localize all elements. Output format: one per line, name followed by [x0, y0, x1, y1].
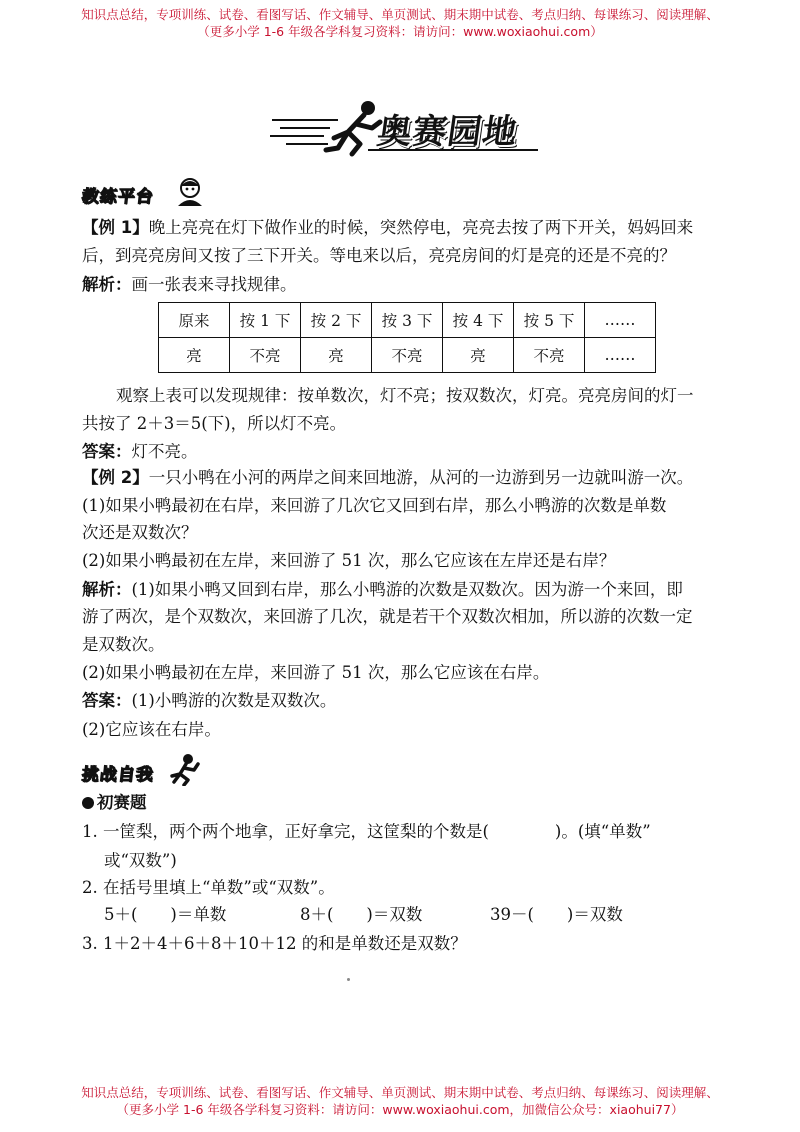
- mascot-icon: [172, 176, 206, 210]
- footer-line-1: 知识点总结，专项训练、试卷、看图写话、作文辅导、单页测试、期末期中试卷、考点归纳、每课练习、阅读理解、: [81, 1085, 719, 1100]
- footer-banner: [0, 1084, 800, 1118]
- analysis-label: 解析：: [82, 275, 132, 294]
- prelim-label: 初赛题: [97, 793, 147, 812]
- example-1-line-2: 后，到亮亮房间又按了三下开关。等电来以后，亮亮房间的灯是亮的还是不亮的？: [82, 246, 676, 265]
- example-2-analysis-1c: 是双数次。: [82, 635, 165, 654]
- header-line-1: 知识点总结，专项训练、试卷、看图写话、作文辅导、单页测试、期末期中试卷、考点归纳、每课练习、阅读理解、: [81, 7, 719, 22]
- example-2-question-2: (2)如果小鸭最初在左岸，来回游了 51 次，那么它应该在左岸还是右岸？: [82, 551, 616, 570]
- analysis-label: 解析：: [82, 580, 132, 599]
- example-1-observation-1: 观察上表可以发现规律：按单数次，灯不亮；按双数次，灯亮。亮亮房间的灯一: [116, 386, 694, 405]
- question-3: 3. 1＋2＋4＋6＋8＋10＋12 的和是单数还是双数？: [82, 934, 467, 953]
- table-row: [159, 338, 656, 373]
- page-title: 奥赛园地: [374, 112, 521, 152]
- question-1-line-1: 1. 一筐梨，两个两个地拿，正好拿完，这筐梨的个数是( )。(填“单数”: [82, 822, 651, 841]
- table-cell: 原来: [159, 303, 230, 338]
- question-2-blank-b: 8＋( )＝双数: [300, 905, 423, 924]
- table-cell: 按 4 下: [443, 303, 514, 338]
- example-1-text: 晚上亮亮在灯下做作业的时候，突然停电，亮亮去按了两下开关，妈妈回来: [148, 218, 694, 237]
- analysis-text: 画一张表来寻找规律。: [131, 275, 297, 294]
- coach-section-tag: [82, 176, 212, 210]
- example-1-analysis: [82, 273, 732, 297]
- answer-label: 答案：: [82, 442, 132, 461]
- running-kid-icon: [168, 752, 202, 786]
- question-1-line-2: 或“双数”): [104, 851, 177, 870]
- challenge-tag-label: 挑战自我: [80, 765, 155, 785]
- bullet-icon: [82, 797, 94, 809]
- example-1-answer: [82, 440, 732, 464]
- challenge-section-tag: [82, 754, 212, 788]
- answer-text: (1)小鸭游的次数是双数次。: [131, 691, 337, 710]
- example-1-line-1: [82, 216, 732, 240]
- header-banner: [0, 6, 800, 40]
- table-cell: 按 2 下: [301, 303, 372, 338]
- footer-line-2: （更多小学 1-6 年级各学科复习资料：请访问：www.woxiaohui.com，加微信公众号：xiaohui77）: [116, 1102, 684, 1117]
- example-1-observation-2: 共按了 2＋3＝5(下)，所以灯不亮。: [82, 414, 347, 433]
- header-line-2: （更多小学 1-6 年级各学科复习资料：请访问：www.woxiaohui.com）: [197, 24, 603, 39]
- example-2-label: 【例 2】: [82, 468, 149, 487]
- prelim-heading: [82, 791, 732, 815]
- switch-table: [158, 302, 656, 373]
- table-cell: 亮: [443, 338, 514, 373]
- table-row: [159, 303, 656, 338]
- table-cell: 亮: [159, 338, 230, 373]
- example-2-answer-2: (2)它应该在右岸。: [82, 720, 221, 739]
- scan-dot: [347, 978, 350, 981]
- table-cell: 不亮: [230, 338, 301, 373]
- analysis-text: (1)如果小鸭又回到右岸，那么小鸭游的次数是双数次。因为游一个来回，即: [131, 580, 683, 599]
- table-cell: 按 1 下: [230, 303, 301, 338]
- example-1-label: 【例 1】: [82, 218, 149, 237]
- table-cell: 按 5 下: [514, 303, 585, 338]
- example-2-analysis-2: (2)如果小鸭最初在左岸，来回游了 51 次，那么它应该在右岸。: [82, 663, 550, 682]
- table-cell: ……: [585, 338, 656, 373]
- title-underline: [268, 98, 558, 158]
- example-2-line-1: [82, 466, 732, 490]
- table-cell: 亮: [301, 338, 372, 373]
- example-2-question-1b: 次还是双数次？: [82, 523, 198, 542]
- question-2-blank-a: 5＋( )＝单数: [104, 905, 227, 924]
- example-2-analysis-1b: 游了两次，是个双数次，来回游了几次，就是若干个双数次相加，所以游的次数一定: [82, 607, 693, 626]
- question-2-blank-c: 39－( )＝双数: [490, 905, 623, 924]
- answer-label: 答案：: [82, 691, 132, 710]
- answer-text: 灯不亮。: [131, 442, 198, 461]
- example-2-text: 一只小鸭在小河的两岸之间来回地游，从河的一边游到另一边就叫游一次。: [148, 468, 694, 487]
- table-cell: 按 3 下: [372, 303, 443, 338]
- example-2-question-1a: (1)如果小鸭最初在右岸，来回游了几次它又回到右岸，那么小鸭游的次数是单数: [82, 496, 667, 515]
- section-title: [268, 98, 558, 158]
- table-cell: 不亮: [372, 338, 443, 373]
- table-cell: 不亮: [514, 338, 585, 373]
- coach-tag-label: 教练平台: [80, 187, 155, 207]
- example-2-answer-1: [82, 689, 732, 713]
- question-2: 2. 在括号里填上“单数”或“双数”。: [82, 878, 335, 897]
- table-cell: ……: [585, 303, 656, 338]
- example-2-analysis-1a: [82, 578, 732, 602]
